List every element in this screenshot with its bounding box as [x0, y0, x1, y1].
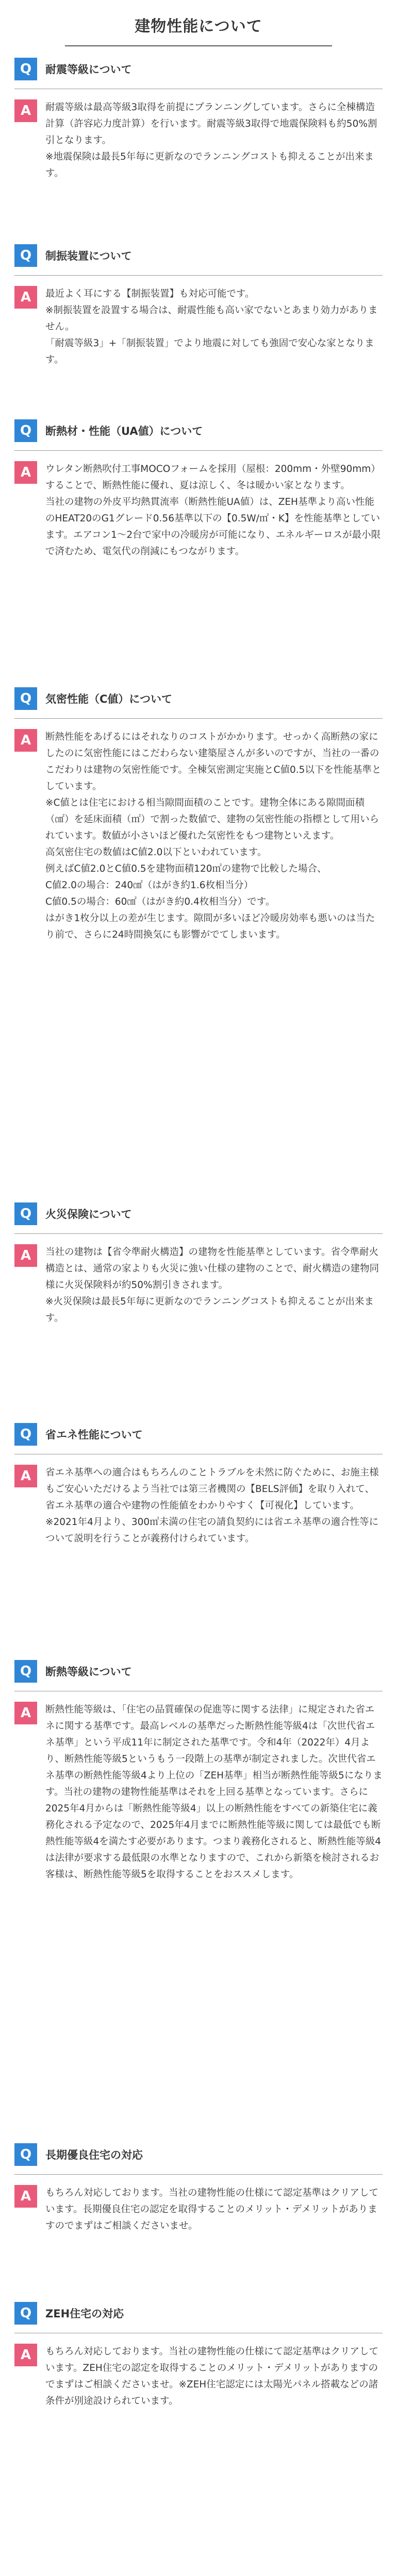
question-text: 長期優良住宅の対応 [45, 2149, 143, 2161]
question-row [14, 1658, 383, 1685]
divider [14, 2174, 383, 2175]
question-row [14, 2141, 383, 2168]
answer-text [45, 1244, 383, 1327]
answer-paragraph: 例えばC値2.0とC値0.5を建物面積120㎡の建物で比較した場合、 [45, 863, 327, 874]
question-row [14, 1200, 383, 1227]
question-text: 気密性能（C値）について [45, 693, 172, 705]
qa-item [14, 417, 383, 685]
qa-item [14, 2141, 383, 2300]
answer-paragraph: 最近よく耳にする【制振装置】も対応可能です。 [45, 289, 255, 299]
a-badge: A [14, 1702, 37, 1724]
a-badge: A [14, 729, 37, 752]
answer-paragraph: 断熱性能をあげるにはそれなりのコストがかかります。せっかく高断熱の家にしたのに気密性能にはこだわらない建築屋さんが多いのですが、当社の一番のこだわりは建物の気密性能です。全棟気密測定実施とC値0.5以下を性能基準としています。 [45, 732, 382, 792]
title-underline [65, 45, 332, 46]
q-badge: Q [14, 1660, 37, 1683]
qa-item [14, 1200, 383, 1421]
answer-paragraph: ※2021年4月より、300㎡未満の住宅の請負契約には省エネ基準の適合性等について説明を行うことが義務付けられています。 [45, 1517, 379, 1544]
answer-paragraph: 耐震等級は最高等級3取得を前提にプランニングしています。さらに全棟構造計算（許容応力度計算）を行います。耐震等級3取得で地震保険料も約50%割引となります。 [45, 102, 377, 146]
question-text: 断熱材・性能（UA値）について [45, 425, 203, 437]
q-badge: Q [14, 244, 37, 267]
question-row [14, 2300, 383, 2327]
answer-text [45, 1702, 383, 1883]
q-badge: Q [14, 2302, 37, 2325]
q-badge: Q [14, 687, 37, 710]
answer-row [14, 286, 383, 368]
answer-row [14, 461, 383, 560]
a-badge: A [14, 2185, 37, 2208]
answer-text [45, 99, 383, 182]
a-badge: A [14, 2344, 37, 2366]
a-badge: A [14, 99, 37, 122]
answer-paragraph: もちろん対応しております。当社の建物性能の仕様にて認定基準はクリアしています。長期優良住宅の認定を取得することのメリット・デメリットがありますのでまずはご相談くださいませ。 [45, 2188, 379, 2231]
q-badge: Q [14, 419, 37, 442]
q-badge: Q [14, 1202, 37, 1225]
answer-text [45, 2185, 383, 2234]
a-badge: A [14, 1244, 37, 1267]
question-text: 省エネ性能について [45, 1429, 143, 1441]
divider [14, 275, 383, 276]
q-badge: Q [14, 1423, 37, 1446]
page-header [0, 0, 397, 56]
a-badge: A [14, 461, 37, 484]
answer-paragraph: 「耐震等級3」+「制振装置」でより地震に対しても強固で安心な家となります。 [45, 338, 374, 365]
qa-item [14, 2300, 383, 2470]
question-row [14, 56, 383, 82]
answer-text [45, 729, 383, 943]
answer-paragraph: ※火災保険は最長5年毎に更新なのでランニングコストも抑えることが出来ます。 [45, 1296, 374, 1324]
answer-paragraph: 断熱性能等級は、「住宅の品質確保の促進等に関する法律」に規定された省エネに関する基準です。最高レベルの基準だった断熱性能等級4は「次世代省エネ基準」という平成11年に制定された基準です。令和4年（2022年）4月より、断熱性能等級5というもう一段階上の基準が制定されました。次世代省エネ基準の断熱性能等級4より上位の「ZEH基準」相当が断熱性能等級5になります。当社の建物の建物性能基準はそれを上回る基準となっています。さらに2025年4月からは「断熱性能等級4」以上の断熱性能をすべての新築住宅に義務化される予定なので、2025年4月までに断熱性能等級に関しては最低でも断熱性能等級4を満たす必要があります。つまり義務化されると、断熱性能等級4は法律が要求する最低限の水準となりますので、これから新築を検討されるお客様は、断熱性能等級5を取得することをおススメします。 [45, 1704, 383, 1880]
answer-row [14, 2344, 383, 2410]
answer-row [14, 729, 383, 943]
answer-text [45, 461, 383, 560]
a-badge: A [14, 1465, 37, 1487]
qa-item [14, 685, 383, 1200]
qa-item [14, 242, 383, 417]
question-row [14, 1421, 383, 1448]
question-row [14, 417, 383, 444]
answer-paragraph: ※地震保険は最長5年毎に更新なのでランニングコストも抑えることが出来ます。 [45, 151, 374, 179]
answer-paragraph: もちろん対応しております。当社の建物性能の仕様にて認定基準はクリアしています。ZEH住宅の認定を取得することのメリット・デメリットがありますのでまずはご相談くださいませ。※ZEH住宅認定には太陽光パネル搭載などの諸条件が別途設けられています。 [45, 2346, 379, 2406]
answer-paragraph: C値0.5の場合：60㎠（はがき約0.4枚相当分）です。 [45, 896, 275, 907]
qa-list [0, 56, 397, 2470]
qa-item [14, 1658, 383, 2141]
answer-paragraph: C値2.0の場合：240㎠（はがき約1.6枚相当分） [45, 880, 254, 891]
answer-row [14, 1702, 383, 1883]
answer-paragraph: 当社の建物の外皮平均熱貫流率（断熱性能UA値）は、ZEH基準より高い性能のHEAT20のG1グレード0.56基準以下の【0.5W/㎡・K】を性能基準としています。エアコン1〜2台で家中の冷暖房が可能になり、エネルギーロスが最小限で済むため、電気代の削減にもつながります。 [45, 497, 381, 557]
q-badge: Q [14, 58, 37, 80]
answer-text [45, 1465, 383, 1547]
question-text: ZEH住宅の対応 [45, 2308, 124, 2320]
answer-row [14, 1244, 383, 1327]
question-row [14, 242, 383, 269]
question-row [14, 685, 383, 712]
question-text: 火災保険について [45, 1208, 132, 1221]
divider [14, 1233, 383, 1234]
page-title: 建物性能について [135, 18, 262, 36]
answer-paragraph: はがき1枚分以上の差が生じます。隙間が多いほど冷暖房効率も悪いのは当たり前で、さらに24時間換気にも影響がでてしまいます。 [45, 913, 375, 940]
answer-paragraph: 省エネ基準への適合はもちろんのことトラブルを未然に防ぐために、お施主様もご安心いただけるよう当社では第三者機関の【BELS評価】を取り入れて、省エネ基準の適合や建物の性能値をわかりやすく【可視化】しています。 [45, 1467, 379, 1511]
divider [14, 450, 383, 451]
question-text: 耐震等級について [45, 63, 132, 76]
answer-text [45, 2344, 383, 2410]
answer-paragraph: 高気密住宅の数値はC値2.0以下といわれています。 [45, 847, 267, 858]
answer-paragraph: ※C値とは住宅における相当隙間面積のことです。建物全体にある隙間面積（㎠）を延床面積（㎡）で割った数値で、建物の気密性能の指標として用いられています。数値が小さいほど優れた気密性をもつ建物といえます。 [45, 798, 379, 841]
question-text: 断熱等級について [45, 1666, 132, 1678]
a-badge: A [14, 286, 37, 309]
qa-item [14, 56, 383, 242]
answer-row [14, 2185, 383, 2234]
answer-paragraph: ウレタン断熱吹付工事MOCOフォームを採用（屋根：200mm・外壁90mm）することで、断熱性能に優れ、夏は涼しく、冬は暖かい家となります。 [45, 464, 381, 491]
answer-paragraph: ※制振装置を設置する場合は、耐震性能も高い家でないとあまり効力がありません。 [45, 305, 378, 332]
answer-paragraph: 当社の建物は【省令準耐火構造】の建物を性能基準としています。省令準耐火構造とは、通常の家よりも火災に強い仕様の建物のことで、耐火構造の建物同様に火災保険料が約50%割引きされます。 [45, 1247, 379, 1291]
answer-row [14, 1465, 383, 1547]
question-text: 制振装置について [45, 250, 132, 262]
qa-item [14, 1421, 383, 1658]
divider [14, 718, 383, 719]
answer-row [14, 99, 383, 182]
answer-text [45, 286, 383, 368]
q-badge: Q [14, 2143, 37, 2166]
